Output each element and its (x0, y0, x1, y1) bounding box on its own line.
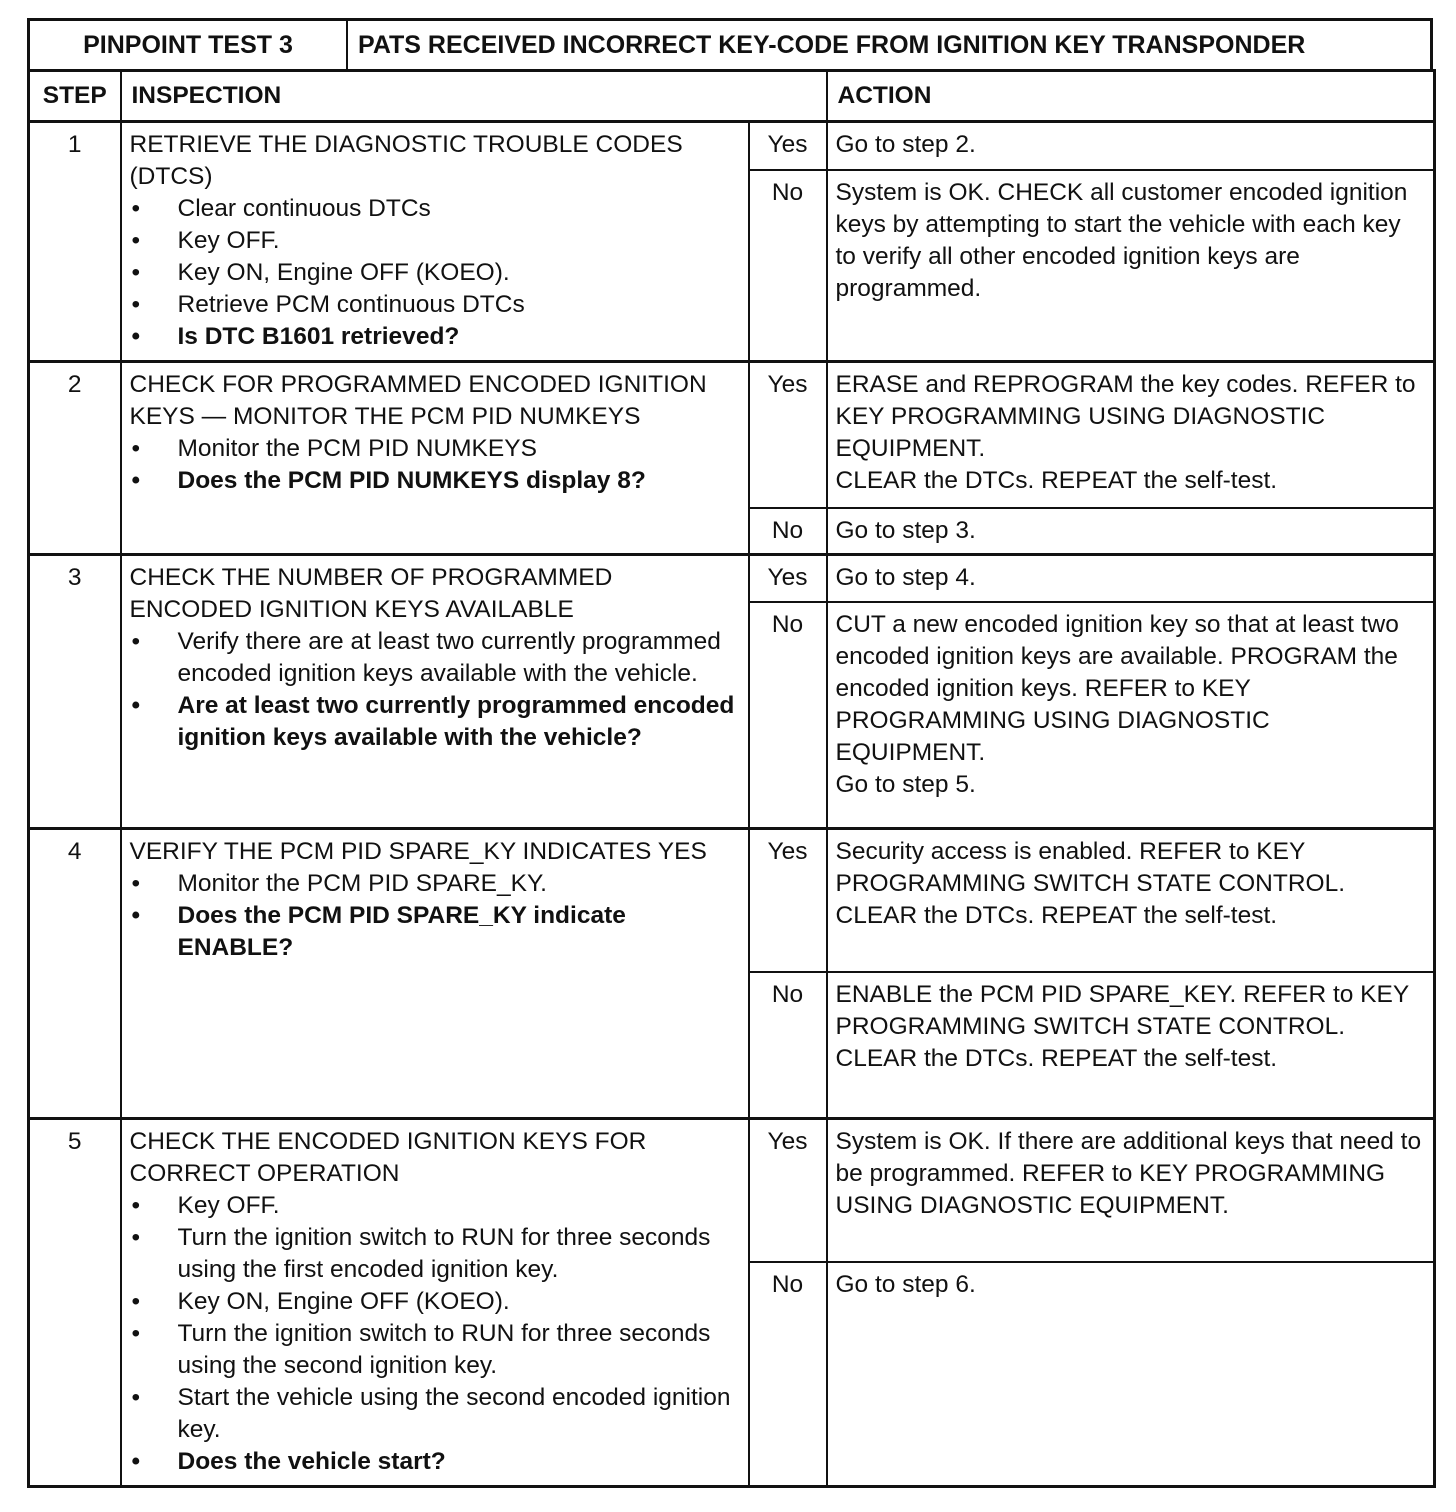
no-label: No (749, 972, 827, 1118)
step-row (29, 828, 1435, 972)
title-bar (27, 18, 1433, 69)
inspection-heading: CHECK THE NUMBER OF PROGRAMMED ENCODED IGNITION KEYS AVAILABLE (129, 563, 613, 623)
bullet-icon: • (131, 1319, 141, 1347)
step-number: 1 (29, 122, 121, 362)
question-text: Does the PCM PID SPARE_KY indicate ENABLE? (177, 901, 626, 961)
step-row (29, 122, 1435, 170)
no-label: No (749, 170, 827, 362)
yes-label: Yes (749, 122, 827, 170)
inspection-bullet (130, 225, 740, 257)
inspection-question (130, 1446, 740, 1478)
inspection-bullets (130, 868, 740, 964)
bullet-icon: • (131, 901, 141, 929)
bullet-icon: • (131, 869, 141, 897)
header-step: STEP (29, 71, 121, 122)
no-label: No (749, 602, 827, 828)
yes-action: Go to step 4. (827, 554, 1435, 602)
step-number: 2 (29, 362, 121, 555)
inspection-bullet (130, 626, 740, 690)
yes-action: Security access is enabled. REFER to KEY PROGRAMMING SWITCH STATE CONTROL. CLEAR the DTCs. REPEAT the self-test. (827, 828, 1435, 972)
inspection-cell (121, 828, 749, 1118)
bullet-text: Turn the ignition switch to RUN for three seconds using the first encoded ignition key. (177, 1223, 711, 1283)
inspection-heading: RETRIEVE THE DIAGNOSTIC TROUBLE CODES (DTCS) (129, 131, 683, 190)
bullet-text: Key ON, Engine OFF (KOEO). (177, 1287, 510, 1315)
yes-action: ERASE and REPROGRAM the key codes. REFER to KEY PROGRAMMING USING DIAGNOSTIC EQUIPMENT. CLEAR the DTCs. REPEAT the self-test. (827, 362, 1435, 508)
bullet-text: Key OFF. (177, 1191, 280, 1219)
inspection-bullet (130, 1318, 740, 1382)
inspection-bullet (130, 1190, 740, 1222)
inspection-bullets (130, 193, 740, 353)
bullet-icon: • (131, 1447, 141, 1475)
bullet-icon: • (131, 627, 141, 655)
bullet-icon: • (131, 195, 141, 222)
inspection-bullet (130, 289, 740, 321)
header-action: ACTION (827, 71, 1435, 122)
bullet-icon: • (131, 1223, 141, 1251)
bullet-icon: • (131, 1287, 141, 1315)
inspection-cell (121, 122, 749, 362)
yes-action: System is OK. If there are additional keys that need to be programmed. REFER to KEY PROGRAMMING USING DIAGNOSTIC EQUIPMENT. (827, 1118, 1435, 1262)
bullet-icon: • (131, 1383, 141, 1411)
step-row (29, 554, 1435, 602)
bullet-icon: • (131, 691, 141, 719)
bullet-icon: • (131, 323, 141, 350)
yes-label: Yes (749, 554, 827, 602)
question-text: Does the PCM PID NUMKEYS display 8? (177, 467, 646, 494)
bullet-icon: • (131, 259, 141, 286)
inspection-bullets (130, 1190, 740, 1478)
pinpoint-test-table (27, 69, 1436, 1488)
bullet-text: Key OFF. (177, 227, 280, 254)
yes-action: Go to step 2. (827, 122, 1435, 170)
inspection-bullet (130, 257, 740, 289)
inspection-heading: CHECK FOR PROGRAMMED ENCODED IGNITION KEYS — MONITOR THE PCM PID NUMKEYS (129, 371, 707, 430)
inspection-bullet (130, 193, 740, 225)
header-inspection: INSPECTION (121, 71, 827, 122)
step-number: 4 (29, 828, 121, 1118)
bullet-icon: • (131, 1191, 141, 1219)
inspection-bullets (130, 433, 740, 497)
inspection-heading: VERIFY THE PCM PID SPARE_KY INDICATES YES (129, 837, 707, 865)
yes-label: Yes (749, 362, 827, 508)
yes-label: Yes (749, 828, 827, 972)
bullet-icon: • (131, 227, 141, 254)
bullet-text: Start the vehicle using the second encoded ignition key. (177, 1383, 731, 1443)
inspection-bullet (130, 868, 740, 900)
inspection-bullet (130, 1382, 740, 1446)
question-text: Are at least two currently programmed encoded ignition keys available with the vehicle? (177, 691, 735, 751)
inspection-question (130, 465, 740, 497)
no-action: CUT a new encoded ignition key so that at least two encoded ignition keys are available. PROGRAM the encoded ignition keys. REFER to KEY PROGRAMMING USING DIAGNOSTIC EQUIPMENT. Go to step 5. (827, 602, 1435, 828)
no-label: No (749, 1262, 827, 1486)
step-number: 3 (29, 554, 121, 828)
bullet-text: Verify there are at least two currently programmed encoded ignition keys available with the vehicle. (177, 627, 721, 687)
inspection-bullet (130, 1286, 740, 1318)
pinpoint-test-document (27, 18, 1433, 1488)
header-row (29, 71, 1435, 122)
step-row (29, 1118, 1435, 1262)
steps-body (29, 122, 1435, 1487)
step-row (29, 362, 1435, 508)
no-label: No (749, 508, 827, 555)
test-title: PATS RECEIVED INCORRECT KEY-CODE FROM IGNITION KEY TRANSPONDER (358, 30, 1306, 59)
no-action: ENABLE the PCM PID SPARE_KEY. REFER to KEY PROGRAMMING SWITCH STATE CONTROL. CLEAR the DTCs. REPEAT the self-test. (827, 972, 1435, 1118)
bullet-text: Key ON, Engine OFF (KOEO). (177, 259, 510, 286)
no-action: Go to step 6. (827, 1262, 1435, 1486)
inspection-heading: CHECK THE ENCODED IGNITION KEYS FOR CORRECT OPERATION (129, 1127, 647, 1187)
question-text: Does the vehicle start? (177, 1447, 446, 1475)
inspection-cell (121, 1118, 749, 1486)
bullet-icon: • (131, 435, 141, 462)
inspection-bullets (130, 626, 740, 754)
step-number: 5 (29, 1118, 121, 1486)
bullet-text: Turn the ignition switch to RUN for three seconds using the second ignition key. (177, 1319, 711, 1379)
bullet-text: Monitor the PCM PID NUMKEYS (177, 435, 537, 462)
bullet-text: Monitor the PCM PID SPARE_KY. (177, 869, 547, 897)
bullet-icon: • (131, 467, 141, 494)
bullet-icon: • (131, 291, 141, 318)
test-label: PINPOINT TEST 3 (30, 21, 348, 69)
inspection-question (130, 690, 740, 754)
inspection-cell (121, 362, 749, 555)
inspection-bullet (130, 433, 740, 465)
inspection-question (130, 900, 740, 964)
no-action: System is OK. CHECK all customer encoded ignition keys by attempting to start the vehicle with each key to verify all other encoded ignition keys are programmed. (827, 170, 1435, 362)
yes-label: Yes (749, 1118, 827, 1262)
inspection-bullet (130, 1222, 740, 1286)
question-text: Is DTC B1601 retrieved? (177, 323, 460, 350)
bullet-text: Retrieve PCM continuous DTCs (177, 291, 525, 318)
inspection-question (130, 321, 740, 353)
bullet-text: Clear continuous DTCs (177, 195, 431, 222)
inspection-cell (121, 554, 749, 828)
no-action: Go to step 3. (827, 508, 1435, 555)
